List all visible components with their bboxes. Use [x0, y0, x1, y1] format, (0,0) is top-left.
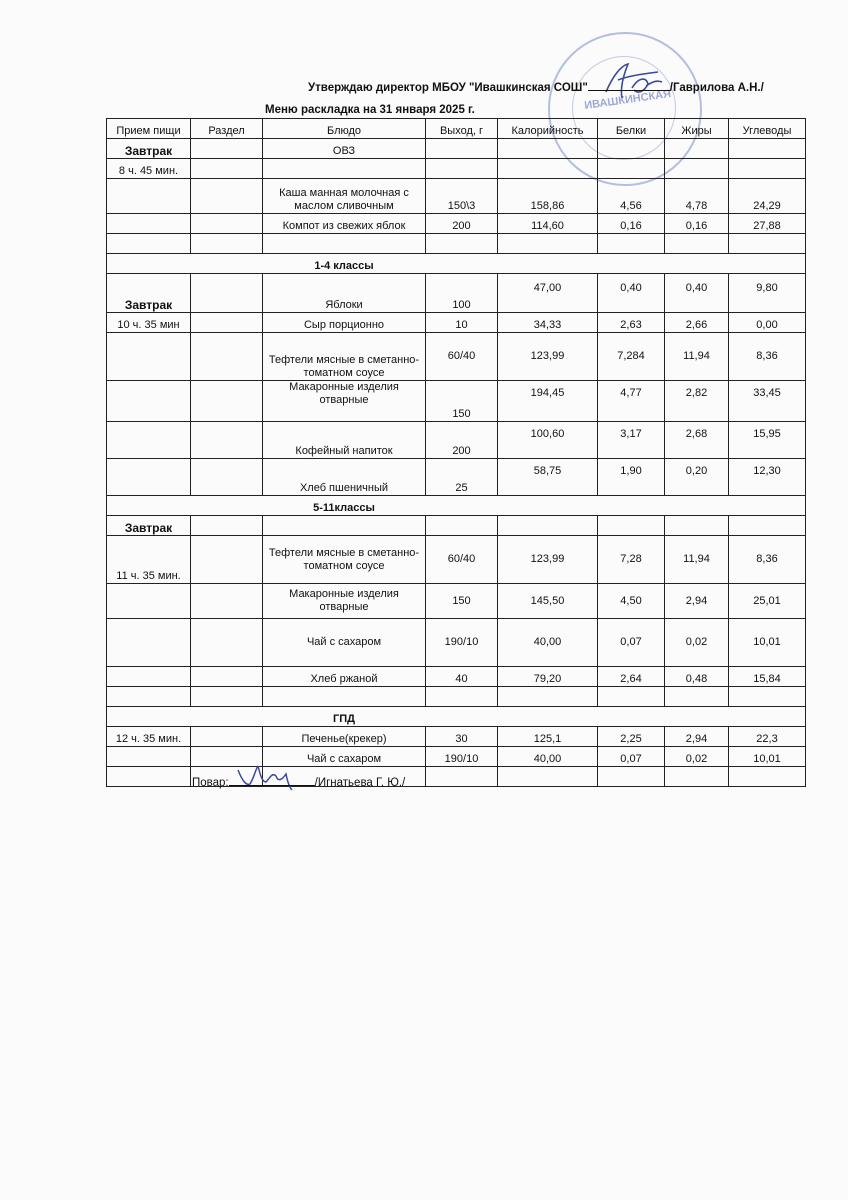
dish-carbs: 10,01 [729, 747, 806, 767]
dish-carbs: 10,01 [729, 619, 806, 667]
col-section: Раздел [191, 119, 263, 139]
table-row [107, 214, 806, 234]
col-calories: Калорийность [498, 119, 598, 139]
table-row [107, 422, 806, 459]
menu-title: Меню раскладка на 31 января 2025 г. [265, 104, 475, 116]
dish-carbs: 24,29 [729, 179, 806, 214]
dish-proteins: 7,284 [598, 333, 665, 381]
dish-carbs: 8,36 [729, 333, 806, 381]
dish-name: Печенье(крекер) [263, 727, 426, 747]
dish-calories: 40,00 [498, 619, 598, 667]
dish-fats: 0,02 [665, 747, 729, 767]
dish-output: 200 [426, 214, 498, 234]
dish-calories: 114,60 [498, 214, 598, 234]
section-label: 5-11классы [263, 496, 426, 516]
table-row [107, 179, 806, 214]
dish-fats: 0,20 [665, 459, 729, 496]
table-row [107, 159, 806, 179]
director-name: /Гаврилова А.Н./ [669, 82, 764, 94]
section-row [107, 496, 806, 516]
dish-name: Макаронные изделия отварные [263, 584, 426, 619]
dish-calories: 47,00 [498, 274, 598, 313]
cook-name: /Игнатьева Г. Ю./ [314, 777, 406, 789]
approval-text: Утверждаю директор МБОУ "Ивашкинская СОШ" [308, 82, 588, 94]
table-row [107, 536, 806, 584]
dish-name: Кофейный напиток [263, 422, 426, 459]
signature-line [588, 80, 670, 91]
dish-carbs: 15,84 [729, 667, 806, 687]
dish-output: 150\3 [426, 179, 498, 214]
dish-carbs: 25,01 [729, 584, 806, 619]
dish-calories: 123,99 [498, 333, 598, 381]
dish-carbs: 0,00 [729, 313, 806, 333]
dish-fats: 2,94 [665, 727, 729, 747]
dish-proteins: 4,50 [598, 584, 665, 619]
dish-fats: 0,40 [665, 274, 729, 313]
dish-name: Яблоки [263, 274, 426, 313]
meal-label: Завтрак [107, 139, 191, 159]
table-row [107, 687, 806, 707]
dish-proteins: 1,90 [598, 459, 665, 496]
dish-fats: 0,48 [665, 667, 729, 687]
table-row [107, 459, 806, 496]
dish-carbs: 15,95 [729, 422, 806, 459]
dish-carbs: 27,88 [729, 214, 806, 234]
section-row [107, 707, 806, 727]
col-fats: Жиры [665, 119, 729, 139]
dish-output: 60/40 [426, 536, 498, 584]
stamp-text: ИВАШКИНСКАЯ [583, 87, 672, 113]
dish-name: Компот из свежих яблок [263, 214, 426, 234]
dish-proteins: 2,64 [598, 667, 665, 687]
dish-output: 200 [426, 422, 498, 459]
dish-name: Хлеб пшеничный [263, 459, 426, 496]
meal-label: Завтрак [107, 516, 191, 536]
dish-output: 150 [426, 381, 498, 422]
dish-fats: 2,68 [665, 422, 729, 459]
dish-output: 10 [426, 313, 498, 333]
dish-carbs: 22,3 [729, 727, 806, 747]
dish-calories: 194,45 [498, 381, 598, 422]
dish-calories: 79,20 [498, 667, 598, 687]
table-row [107, 234, 806, 254]
col-output: Выход, г [426, 119, 498, 139]
meal-time: 8 ч. 45 мин. [107, 159, 191, 179]
dish-output: 30 [426, 727, 498, 747]
dish-calories: 145,50 [498, 584, 598, 619]
table-row [107, 584, 806, 619]
table-row [107, 747, 806, 767]
dish-fats: 0,16 [665, 214, 729, 234]
approval-line [308, 80, 764, 94]
dish-proteins: 7,28 [598, 536, 665, 584]
dish-calories: 158,86 [498, 179, 598, 214]
dish-fats: 2,94 [665, 584, 729, 619]
dish-fats: 0,02 [665, 619, 729, 667]
dish-carbs: 8,36 [729, 536, 806, 584]
dish-output: 190/10 [426, 747, 498, 767]
table-row [107, 333, 806, 381]
meal-time: 11 ч. 35 мин. [107, 536, 191, 584]
dish-name: Макаронные изделия отварные [263, 381, 426, 422]
dish-fats: 2,66 [665, 313, 729, 333]
dish-calories: 100,60 [498, 422, 598, 459]
col-dish: Блюдо [263, 119, 426, 139]
table-row [107, 274, 806, 313]
signature-line [229, 775, 315, 786]
dish-output: 150 [426, 584, 498, 619]
dish-calories: 40,00 [498, 747, 598, 767]
col-carbs: Углеводы [729, 119, 806, 139]
dish-name: Тефтели мясные в сметанно-томатном соусе [263, 536, 426, 584]
dish-proteins: 3,17 [598, 422, 665, 459]
dish-output: 40 [426, 667, 498, 687]
dish-name: Сыр порционно [263, 313, 426, 333]
dish-proteins: 0,40 [598, 274, 665, 313]
dish-output: 190/10 [426, 619, 498, 667]
col-meal: Прием пищи [107, 119, 191, 139]
dish-fats: 11,94 [665, 536, 729, 584]
dish-calories: 125,1 [498, 727, 598, 747]
cook-line [192, 775, 405, 789]
dish-name: Чай с сахаром [263, 747, 426, 767]
dish-proteins: 2,25 [598, 727, 665, 747]
dish-output: 25 [426, 459, 498, 496]
section-row [107, 254, 806, 274]
dish-proteins: 2,63 [598, 313, 665, 333]
section-label: ГПД [263, 707, 426, 727]
dish-fats: 4,78 [665, 179, 729, 214]
dish-name: Тефтели мясные в сметанно-томатном соусе [263, 333, 426, 381]
meal-time: 10 ч. 35 мин [107, 313, 191, 333]
table-row [107, 313, 806, 333]
dish-proteins: 0,07 [598, 747, 665, 767]
dish-name: Каша манная молочная с маслом сливочным [263, 179, 426, 214]
dish-output: 60/40 [426, 333, 498, 381]
table-row [107, 139, 806, 159]
table-row [107, 727, 806, 747]
dish-carbs: 33,45 [729, 381, 806, 422]
dish-proteins: 0,07 [598, 619, 665, 667]
table-row [107, 667, 806, 687]
section-label: 1-4 классы [263, 254, 426, 274]
dish-proteins: 0,16 [598, 214, 665, 234]
table-row [107, 619, 806, 667]
dish-calories: 123,99 [498, 536, 598, 584]
section-label: ОВЗ [263, 139, 426, 159]
meal-label: Завтрак [107, 274, 191, 313]
menu-table [106, 118, 806, 787]
dish-fats: 2,82 [665, 381, 729, 422]
dish-fats: 11,94 [665, 333, 729, 381]
meal-time: 12 ч. 35 мин. [107, 727, 191, 747]
table-row [107, 516, 806, 536]
dish-calories: 34,33 [498, 313, 598, 333]
cook-label: Повар: [192, 777, 229, 789]
dish-proteins: 4,56 [598, 179, 665, 214]
dish-name: Хлеб ржаной [263, 667, 426, 687]
header-row [107, 119, 806, 139]
table-row [107, 381, 806, 422]
dish-name: Чай с сахаром [263, 619, 426, 667]
dish-output: 100 [426, 274, 498, 313]
dish-calories: 58,75 [498, 459, 598, 496]
dish-carbs: 12,30 [729, 459, 806, 496]
col-proteins: Белки [598, 119, 665, 139]
dish-proteins: 4,77 [598, 381, 665, 422]
dish-carbs: 9,80 [729, 274, 806, 313]
